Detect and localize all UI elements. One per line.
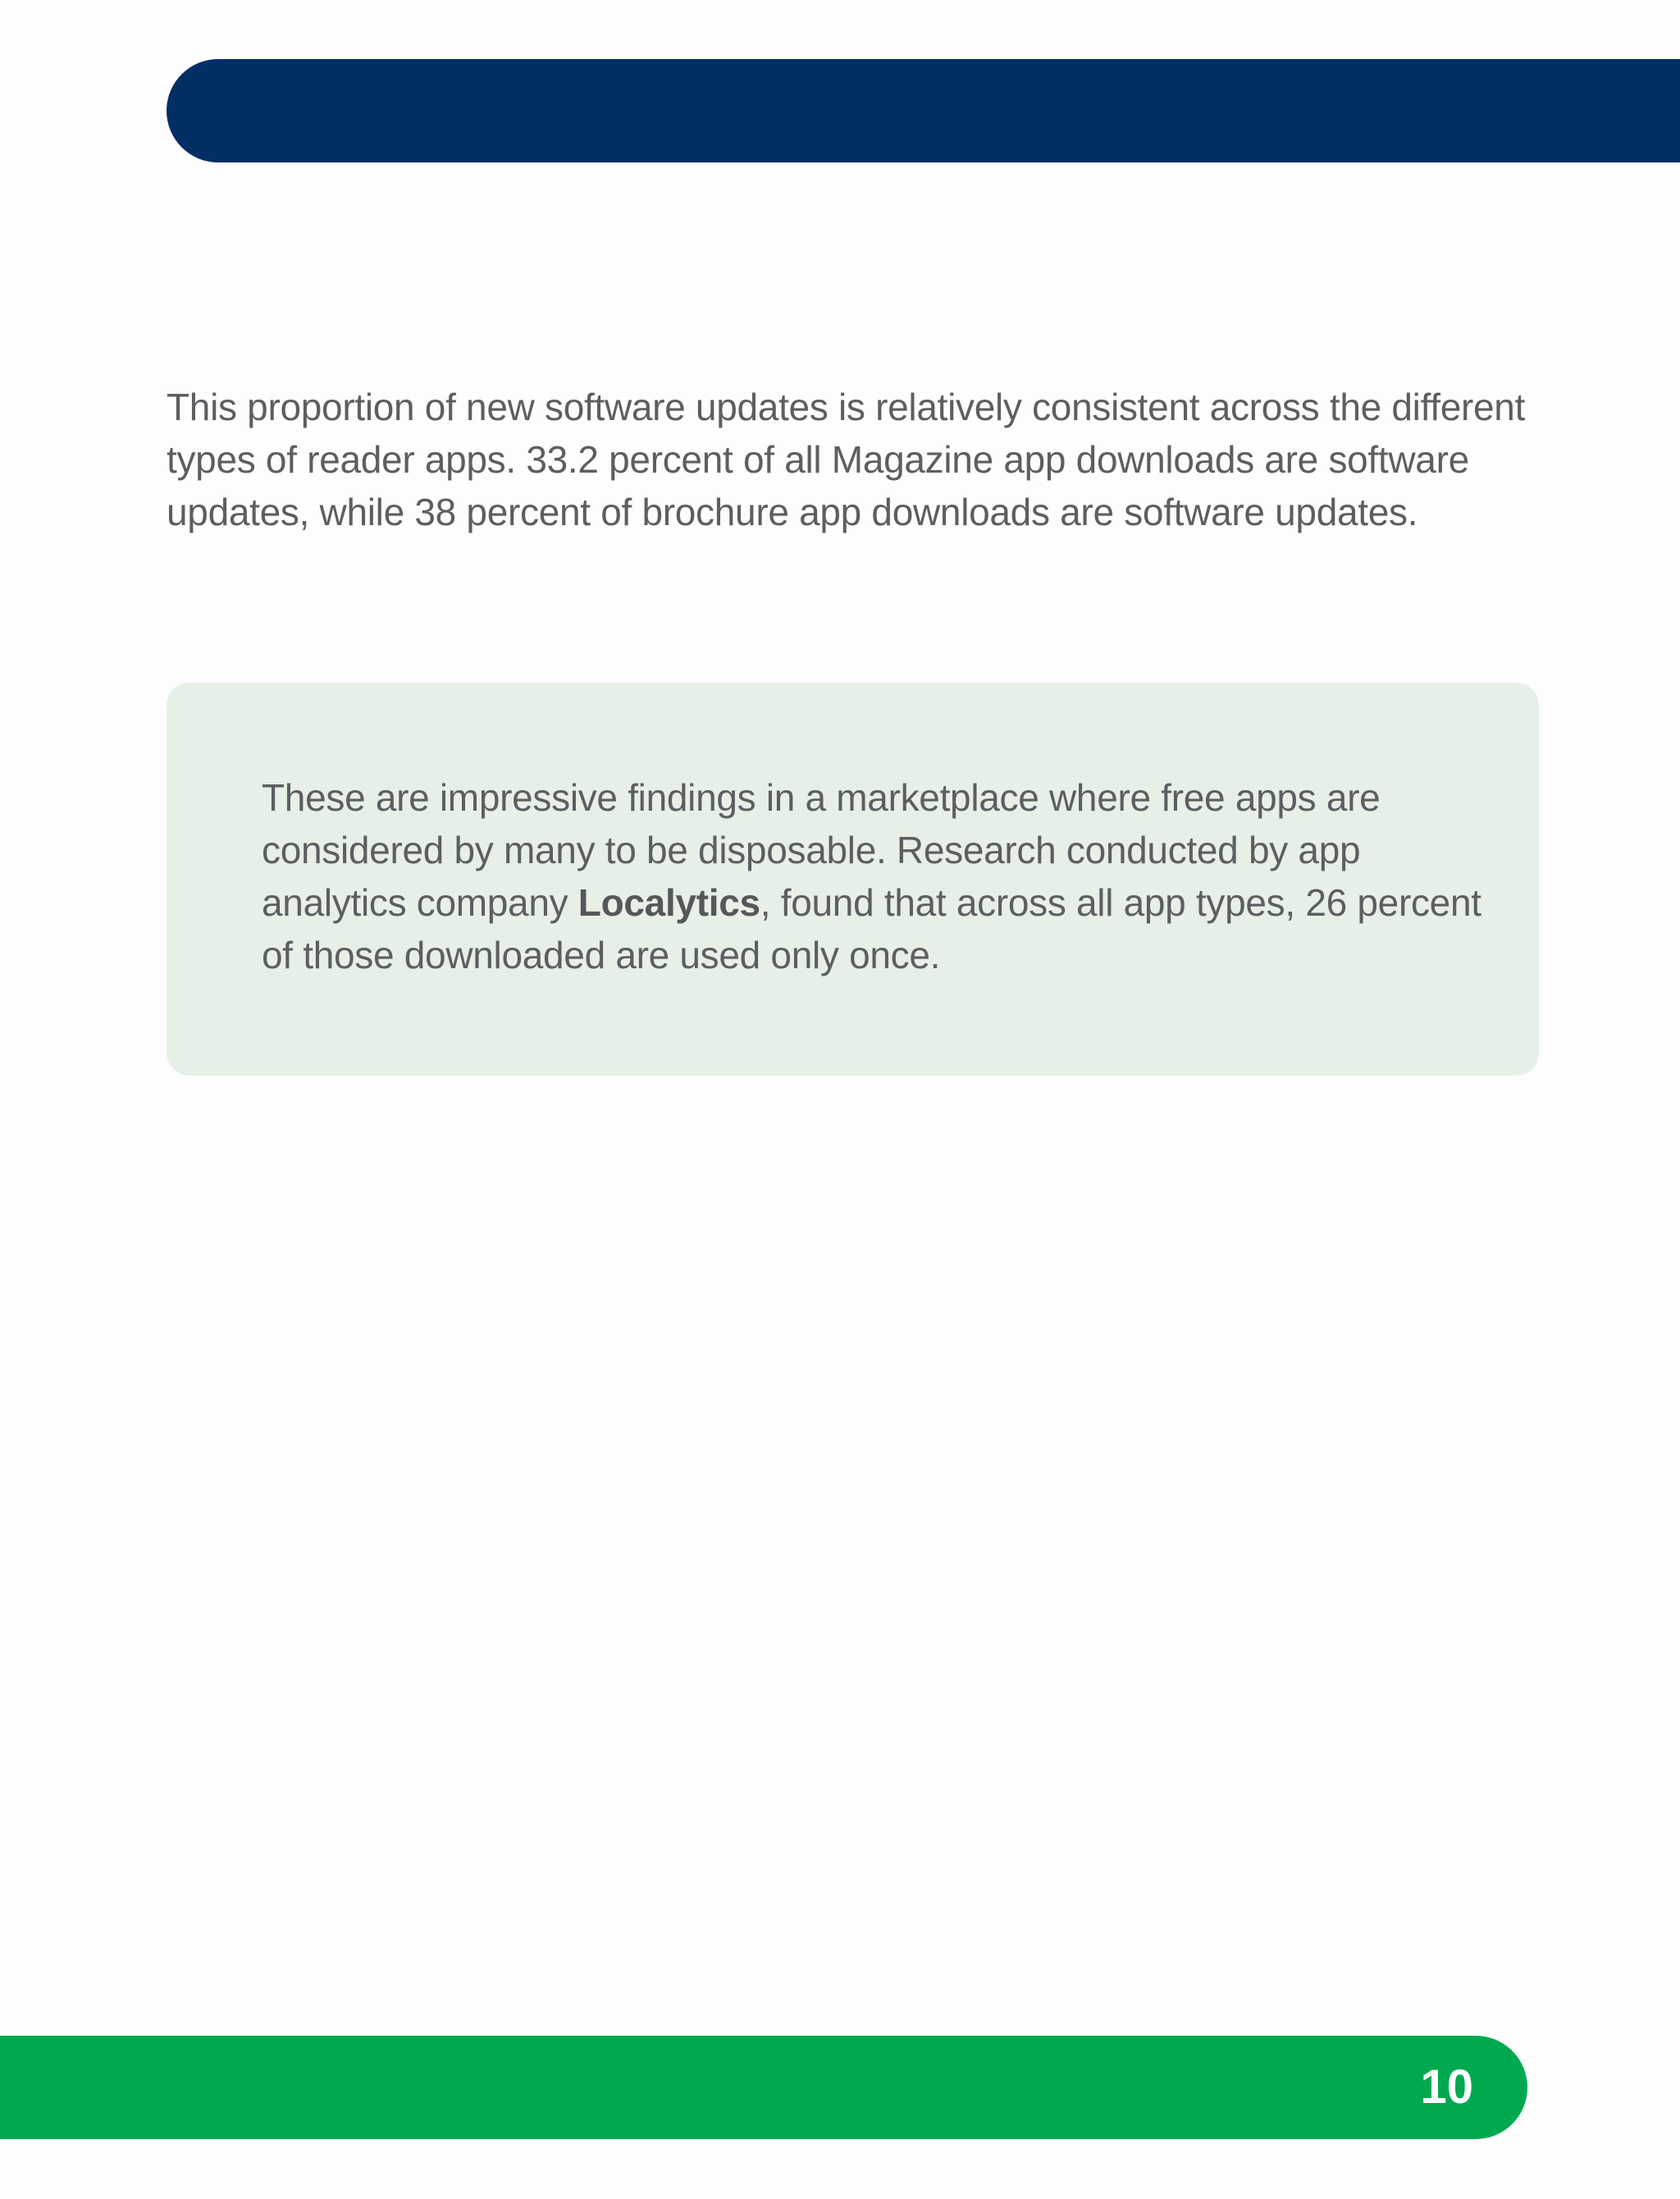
callout-text-after: , found that across all app types, 26 percent of those downloaded are used only once. xyxy=(262,881,1481,976)
callout-box xyxy=(167,683,1539,1076)
page-number: 10 xyxy=(1420,2060,1473,2114)
header-bar xyxy=(167,59,1680,162)
footer-bar xyxy=(0,2036,1527,2139)
body-paragraph: This proportion of new software updates is relatively consistent across the different types of reader apps. 33.2 percent of all Magazine app downloads are software updates, while 38 percent of brochure app downloads are software updates. xyxy=(167,386,1526,533)
callout-highlight: Localytics xyxy=(578,881,760,924)
callout-text xyxy=(262,771,1492,981)
callout-text-before: These are impressive findings in a marketplace where free apps are considered by many to be disposable. Research conducted by app analytics company xyxy=(262,776,1381,924)
